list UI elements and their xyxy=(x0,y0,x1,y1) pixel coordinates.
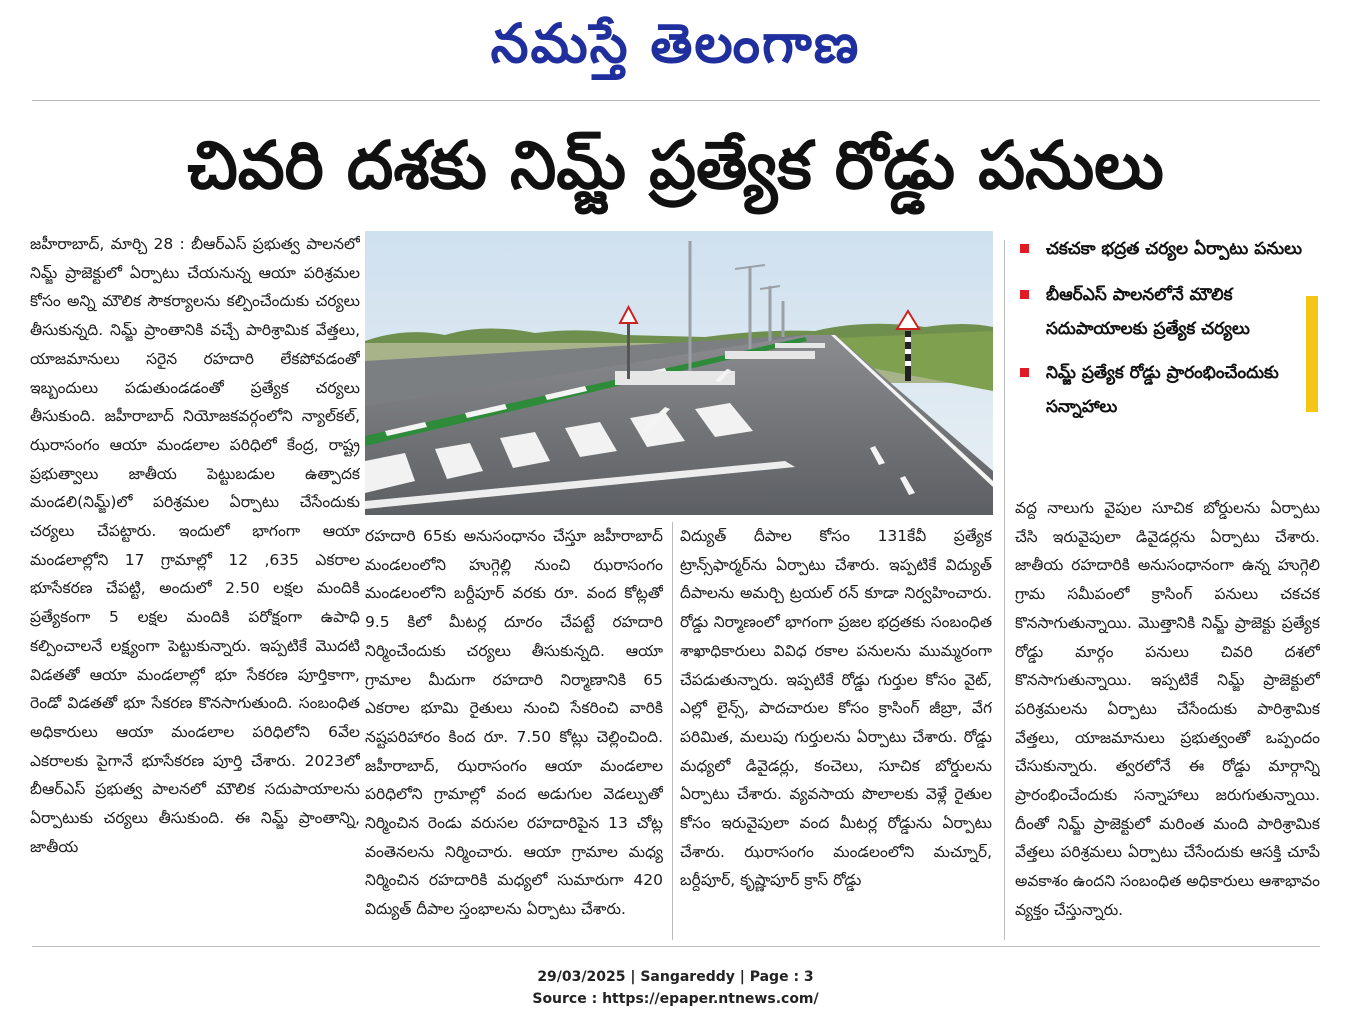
bottom-divider xyxy=(32,946,1320,947)
column-divider xyxy=(1004,240,1005,940)
highlight-item: బీఆర్ఎస్ పాలనలోనే మౌలిక సదుపాయాలకు ప్రత్యేక చర్యలు xyxy=(1010,278,1310,346)
bullet-square-icon xyxy=(1020,244,1029,253)
article-column-2 xyxy=(365,522,663,942)
article-column-3 xyxy=(680,522,992,942)
article-column-4 xyxy=(1015,494,1320,934)
accent-bar xyxy=(1306,296,1318,412)
headline: చివరి దశకు నిమ్జ్ ప్రత్యేక రోడ్డు పనులు xyxy=(187,127,1164,204)
column-divider xyxy=(672,522,673,940)
road-photo-image xyxy=(365,231,993,515)
article-text: రహదారి 65కు అనుసంధానం చేస్తూ జహీరాబాద్ మండలంలోని హుగ్గెల్లి నుంచి ఝరాసంగం మండలంలోని బర్దీపూర్ వరకు రూ. వంద కోట్లతో 9.5 కిలో మీటర్ల దూరం చేపట్టే రహదారి నిర్మించేందుకు చర్యలు తీసుకున్నది. ఆయా గ్రామాల మీదుగా రహదారి నిర్మాణానికి 65 ఎకరాల భూమి రైతులు నుంచి సేకరించి వారికి నష్టపరిహారం కింద రూ. 7.50 కోట్లు చెల్లించింది. జహీరాబాద్, ఝరాసంగం ఆయా మండలాల పరిధిలోని గ్రామాల్లో వంద అడుగుల వెడల్పుతో నిర్మించిన రెండు వరుసల రహదారిపైన 13 చోట్ల వంతెనలను నిర్మించారు. ఆయా గ్రామాల మధ్య నిర్మించిన రహదారికి మధ్యలో సుమారుగా 420 విద్యుత్ దీపాల స్తంభాలను ఏర్పాటు చేశారు. xyxy=(365,527,663,919)
highlights-box xyxy=(1010,232,1310,482)
article-text: జహీరాబాద్, మార్చి 28 : బీఆర్ఎస్ ప్రభుత్వ పాలనలో నిమ్జ్ ప్రాజెక్టులో ఏర్పాటు చేయనున్న ఆయా పరిశ్రమల కోసం అన్ని మౌలిక సౌకర్యాలను కల్పించేందుకు చర్యలు తీసుకున్నది. నిమ్జ్ ప్రాంతానికి వచ్చే పారిశ్రామిక వేత్తలు, యాజమానులు సరైన రహదారి లేకపోవడంతో ఇబ్బందులు పడుతుండడంతో ప్రత్యేక చర్యలు తీసుకుంది. జహీరాబాద్ నియోజకవర్గంలోని న్యాల్‌కల్, ఝరాసంగం ఆయా మండలాల పరిధిలో కేంద్ర, రాష్ట్ర ప్రభుత్వాలు జాతీయ పెట్టుబడుల ఉత్పాదక మండలి(నిమ్జ్)లో పరిశ్రమల ఏర్పాటు చేసేందుకు చర్యలు చేపట్టారు. ఇందులో భాగంగా ఆయా మండలాల్లోని 17 గ్రామాల్లో 12 ,635 ఎకరాల భూసేకరణ చేపట్టి, అందులో 2.50 లక్షల మందికి ప్రత్యేకంగా 5 లక్షల మందికి పరోక్షంగా ఉపాధి కల్పించాలనే లక్ష్యంగా పెట్టుకున్నారు. ఇప్పటికే మొదటి విడతతో ఆయా మండలాల్లో భూ సేకరణ పూర్తికాగా, రెండో విడతతో భూ సేకరణ కొనసాగుతుంది. సంబంధిత అధికారులు ఆయా మండలాల పరిధిలోని 6వేల ఎకరాలకు పైగానే భూసేకరణ పూర్తి చేశారు. 2023లో బీఆర్ఎస్ ప్రభుత్వ పాలనలో మౌలిక సదుపాయాలను ఏర్పాటుకు చర్యలు తీసుకుంది. ఈ నిమ్జ్ ప్రాంతాన్ని, జాతీయ xyxy=(30,235,360,856)
footer-dateline: 29/03/2025 | Sangareddy | Page : 3 xyxy=(537,969,814,985)
bullet-square-icon xyxy=(1020,290,1029,299)
article-text: వద్ద నాలుగు వైపుల సూచిక బోర్డులను ఏర్పాటు చేసి ఇరువైపులా డివైడర్లను ఏర్పాటు చేశారు. జాతీయ రహదారికి అనుసంధానంగా ఉన్న హుగ్గెలి గ్రామ సమీపంలో క్రాసింగ్ పనులు చకచక కొనసాగుతున్నాయి. మొత్తానికి నిమ్జ్ ప్రాజెక్టు ప్రత్యేక రోడ్డు మార్గం పనులు చివరి దశలో కొనసాగుతున్నాయి. ఇప్పటికే నిమ్జ్ ప్రాజెక్టులో పరిశ్రమలను ఏర్పాటు చేసేందుకు పారిశ్రామిక వేత్తలు, యాజమానులు ప్రభుత్వంతో ఒప్పందం చేసుకున్నారు. త్వరలోనే ఈ రోడ్డు మార్గాన్ని ప్రారంభించేందుకు సన్నాహాలు జరుగుతున్నాయి. దీంతో నిమ్జ్ ప్రాజెక్టులో మరింత మంది పారిశ్రామిక వేత్తలు పరిశ్రమలు ఏర్పాటు చేసేందుకు ఆసక్తి చూపే అవకాశం ఉందని సంబంధిత అధికారులు ఆశాభావం వ్యక్తం చేస్తున్నారు. xyxy=(1015,499,1320,919)
masthead xyxy=(0,0,1351,88)
top-divider xyxy=(32,100,1320,101)
footer xyxy=(0,966,1351,1010)
road-photo xyxy=(365,231,993,515)
highlight-item: చకచకా భద్రత చర్యల ఏర్పాటు పనులు xyxy=(1010,232,1310,266)
newspaper-logo: నమస్తే తెలంగాణ xyxy=(490,11,861,75)
article-column-1 xyxy=(30,230,360,938)
article-text: విద్యుత్ దీపాల కోసం 131కేవీ ప్రత్యేక ట్రాన్స్‌ఫార్మర్‌ను ఏర్పాటు చేశారు. ఇప్పటికే విద్యుత్ దీపాలను అమర్చి ట్రయల్ రన్ కూడా నిర్వహించారు. రోడ్డు నిర్మాణంలో భాగంగా ప్రజల భద్రతకు సంబంధిత శాఖాధికారులు వివిధ రకాల పనులను ముమ్మరంగా చేపడుతున్నారు. ఇప్పటికే రోడ్డు గుర్తుల కోసం వైట్, ఎల్లో లైన్స్, పాదచారుల కోసం క్రాసింగ్ జీబ్రా, వేగ పరిమిత, మలుపు గుర్తులను ఏర్పాటు చేశారు. రోడ్డు మధ్యలో డివైడర్లు, కంచెలు, సూచిక బోర్డులను ఏర్పాటు చేశారు. వ్యవసాయ పొలాలకు వెళ్లే రైతుల కోసం ఇరువైపులా వంద మీటర్ల రోడ్డును ఏర్పాటు చేశారు. ఝరాసంగం మండలంలోని మచ్నూర్, బర్దీపూర్, కృష్ణాపూర్ క్రాస్ రోడ్డు xyxy=(680,527,992,890)
bullet-square-icon xyxy=(1020,368,1029,377)
footer-source: Source : https://epaper.ntnews.com/ xyxy=(532,991,819,1007)
highlight-item: నిమ్జ్ ప్రత్యేక రోడ్డు ప్రారంభించేందుకు సన్నాహాలు xyxy=(1010,356,1310,424)
